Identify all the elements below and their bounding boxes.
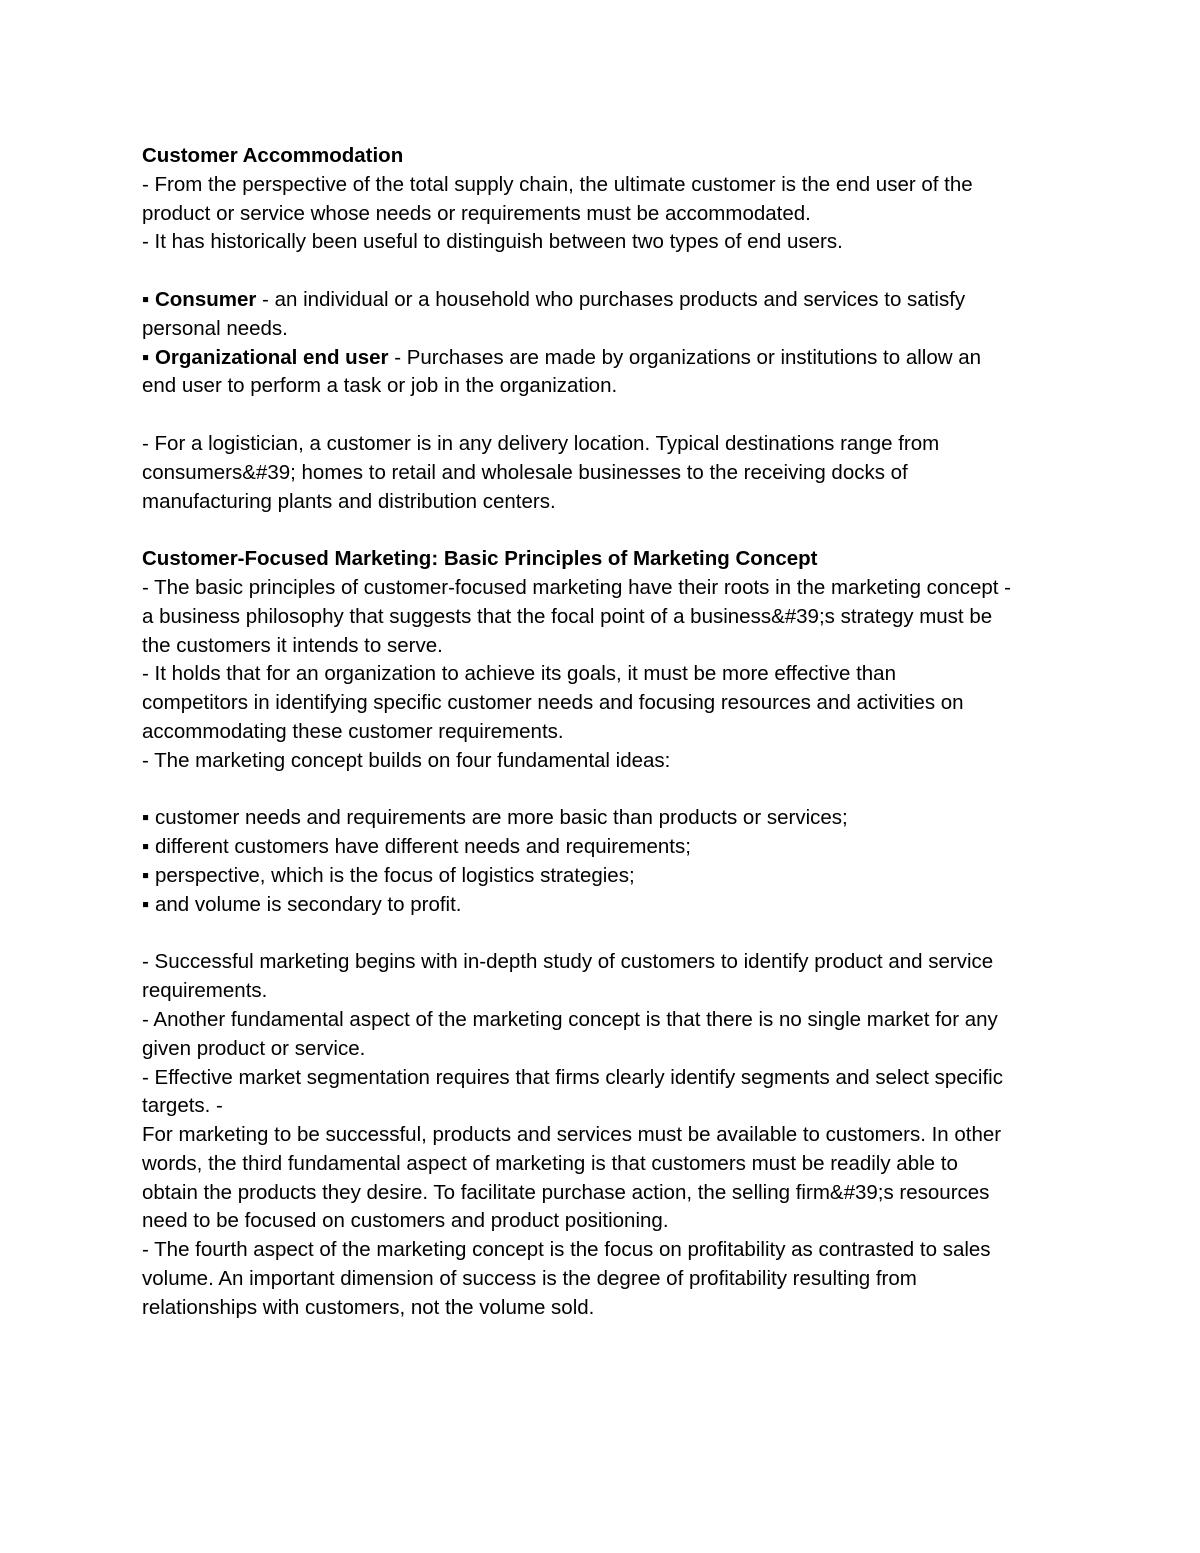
paragraph-line: volume. An important dimension of success is the degree of profitability resulting from xyxy=(142,1267,917,1291)
paragraph-line: obtain the products they desire. To facilitate purchase action, the selling firm&#39;s resources xyxy=(142,1180,990,1204)
bullet-term: Organizational end user xyxy=(154,345,389,369)
spacer xyxy=(142,401,1072,430)
bullet-item-idea: ▪ different customers have different needs and requirements; xyxy=(142,835,691,859)
bullet-item-idea: ▪ customer needs and requirements are more basic than products or services; xyxy=(142,806,848,830)
paragraph-line: - It has historically been useful to distinguish between two types of end users. xyxy=(142,230,843,254)
paragraph-line: consumers&#39; homes to retail and wholesale businesses to the receiving docks of xyxy=(142,460,908,484)
paragraph-line: - Successful marketing begins with in-depth study of customers to identify product and service xyxy=(142,950,994,974)
section-heading-customer-focused-marketing: Customer-Focused Marketing: Basic Principles of Marketing Concept xyxy=(142,547,818,571)
bullet-item-idea: ▪ perspective, which is the focus of logistics strategies; xyxy=(142,863,635,887)
paragraph-line: - Another fundamental aspect of the marketing concept is that there is no single market for any xyxy=(142,1007,998,1031)
paragraph-line: words, the third fundamental aspect of marketing is that customers must be readily able to xyxy=(142,1151,958,1175)
paragraph-line: - The fourth aspect of the marketing concept is the focus on profitability as contrasted to sales xyxy=(142,1238,991,1262)
spacer xyxy=(142,257,1072,286)
bullet-marker: ▪ xyxy=(142,345,155,369)
bullet-item-consumer xyxy=(142,286,1072,315)
bullet-item-organizational-end-user xyxy=(142,344,1072,373)
paragraph-line: relationships with customers, not the volume sold. xyxy=(142,1295,595,1319)
section-heading-customer-accommodation: Customer Accommodation xyxy=(142,144,404,167)
paragraph-line: accommodating these customer requirements. xyxy=(142,719,564,743)
paragraph-line: - The marketing concept builds on four fundamental ideas: xyxy=(142,748,671,772)
paragraph-line: targets. - xyxy=(142,1094,223,1118)
paragraph-line: - From the perspective of the total supply chain, the ultimate customer is the end user of the xyxy=(142,172,973,196)
paragraph-line: product or service whose needs or requirements must be accommodated. xyxy=(142,201,811,225)
document-body xyxy=(142,142,1072,1323)
paragraph-line: competitors in identifying specific customer needs and focusing resources and activities on xyxy=(142,691,964,715)
bullet-marker: ▪ xyxy=(142,287,155,311)
paragraph-line: - It holds that for an organization to achieve its goals, it must be more effective than xyxy=(142,662,896,686)
spacer xyxy=(142,920,1072,949)
paragraph-line: - Effective market segmentation requires that firms clearly identify segments and select specific xyxy=(142,1065,1003,1089)
spacer xyxy=(142,516,1072,545)
paragraph-line: the customers it intends to serve. xyxy=(142,633,443,657)
bullet-term: Consumer xyxy=(154,287,257,311)
paragraph-line: requirements. xyxy=(142,979,268,1003)
bullet-continuation: end user to perform a task or job in the organization. xyxy=(142,374,618,398)
bullet-item-idea: ▪ and volume is secondary to profit. xyxy=(142,892,462,916)
paragraph-line: given product or service. xyxy=(142,1036,366,1060)
paragraph-line: - The basic principles of customer-focused marketing have their roots in the marketing concept - xyxy=(142,575,1011,599)
paragraph-line: manufacturing plants and distribution centers. xyxy=(142,489,556,513)
spacer xyxy=(142,776,1072,805)
bullet-text: - Purchases are made by organizations or institutions to allow an xyxy=(388,345,982,369)
bullet-text: - an individual or a household who purchases products and services to satisfy xyxy=(256,287,966,311)
paragraph-line: - For a logistician, a customer is in any delivery location. Typical destinations range from xyxy=(142,431,940,455)
paragraph-line: For marketing to be successful, products and services must be available to customers. In other xyxy=(142,1123,1002,1147)
paragraph-line: a business philosophy that suggests that the focal point of a business&#39;s strategy must be xyxy=(142,604,993,628)
paragraph-line: need to be focused on customers and product positioning. xyxy=(142,1209,669,1233)
bullet-continuation: personal needs. xyxy=(142,316,288,340)
